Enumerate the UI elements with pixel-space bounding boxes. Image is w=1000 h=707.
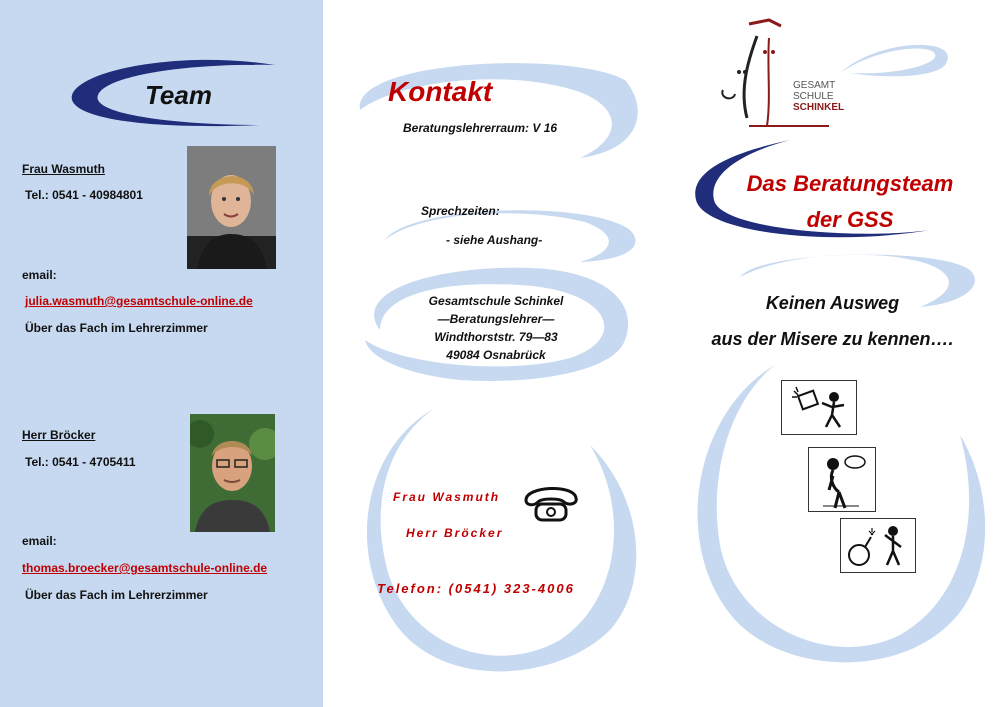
team-heading: Team	[145, 80, 212, 110]
person2-email-label: email:	[22, 534, 57, 548]
logo-text-line3: SCHINKEL	[793, 102, 845, 113]
logo-text-line2: SCHULE	[793, 91, 834, 102]
telephone-icon	[520, 478, 582, 524]
contact-name-2: Herr Bröcker	[406, 526, 504, 540]
title-block	[730, 166, 970, 238]
person1-name: Frau Wasmuth	[22, 162, 105, 176]
address-line4: 49084 Osnabrück	[446, 348, 546, 362]
person2-photo	[190, 414, 275, 532]
title-line2: der GSS	[806, 207, 894, 232]
bomb-figure-clipart	[840, 518, 916, 573]
slogan-block	[690, 285, 975, 357]
person1-email-label: email:	[22, 268, 57, 282]
hours-label: Sprechzeiten:	[421, 204, 500, 218]
address-line2: —Beratungslehrer—	[437, 312, 555, 326]
room-info: Beratungslehrerraum: V 16	[403, 121, 558, 135]
person1-tel: Tel.: 0541 - 40984801	[25, 188, 143, 202]
phone-number: Telefon: (0541) 323-4006	[377, 581, 575, 596]
person1-photo	[187, 146, 276, 269]
address-line1: Gesamtschule Schinkel	[428, 294, 564, 308]
person2-email-link[interactable]: thomas.broecker@gesamtschule-online.de	[22, 561, 268, 575]
kontakt-heading: Kontakt	[388, 76, 493, 107]
contact-name-1: Frau Wasmuth	[393, 490, 501, 504]
person1-email-link[interactable]: julia.wasmuth@gesamtschule-online.de	[25, 294, 253, 308]
address-line3: Windthorststr. 79—83	[434, 330, 558, 344]
slogan-line2: aus der Misere zu kennen….	[711, 329, 954, 349]
person2-name: Herr Bröcker	[22, 428, 96, 442]
person2-note: Über das Fach im Lehrerzimmer	[25, 588, 208, 602]
hours-value: - siehe Aushang-	[446, 233, 543, 247]
slogan-line1: Keinen Ausweg	[765, 293, 900, 313]
sad-figure-clipart	[808, 447, 876, 512]
title-line1: Das Beratungsteam	[746, 171, 954, 196]
person2-tel: Tel.: 0541 - 4705411	[25, 455, 136, 469]
person1-note: Über das Fach im Lehrerzimmer	[25, 321, 208, 335]
address-block	[406, 292, 586, 364]
logo-text-line1: GESAMT	[793, 80, 836, 91]
angry-figure-clipart	[781, 380, 857, 435]
